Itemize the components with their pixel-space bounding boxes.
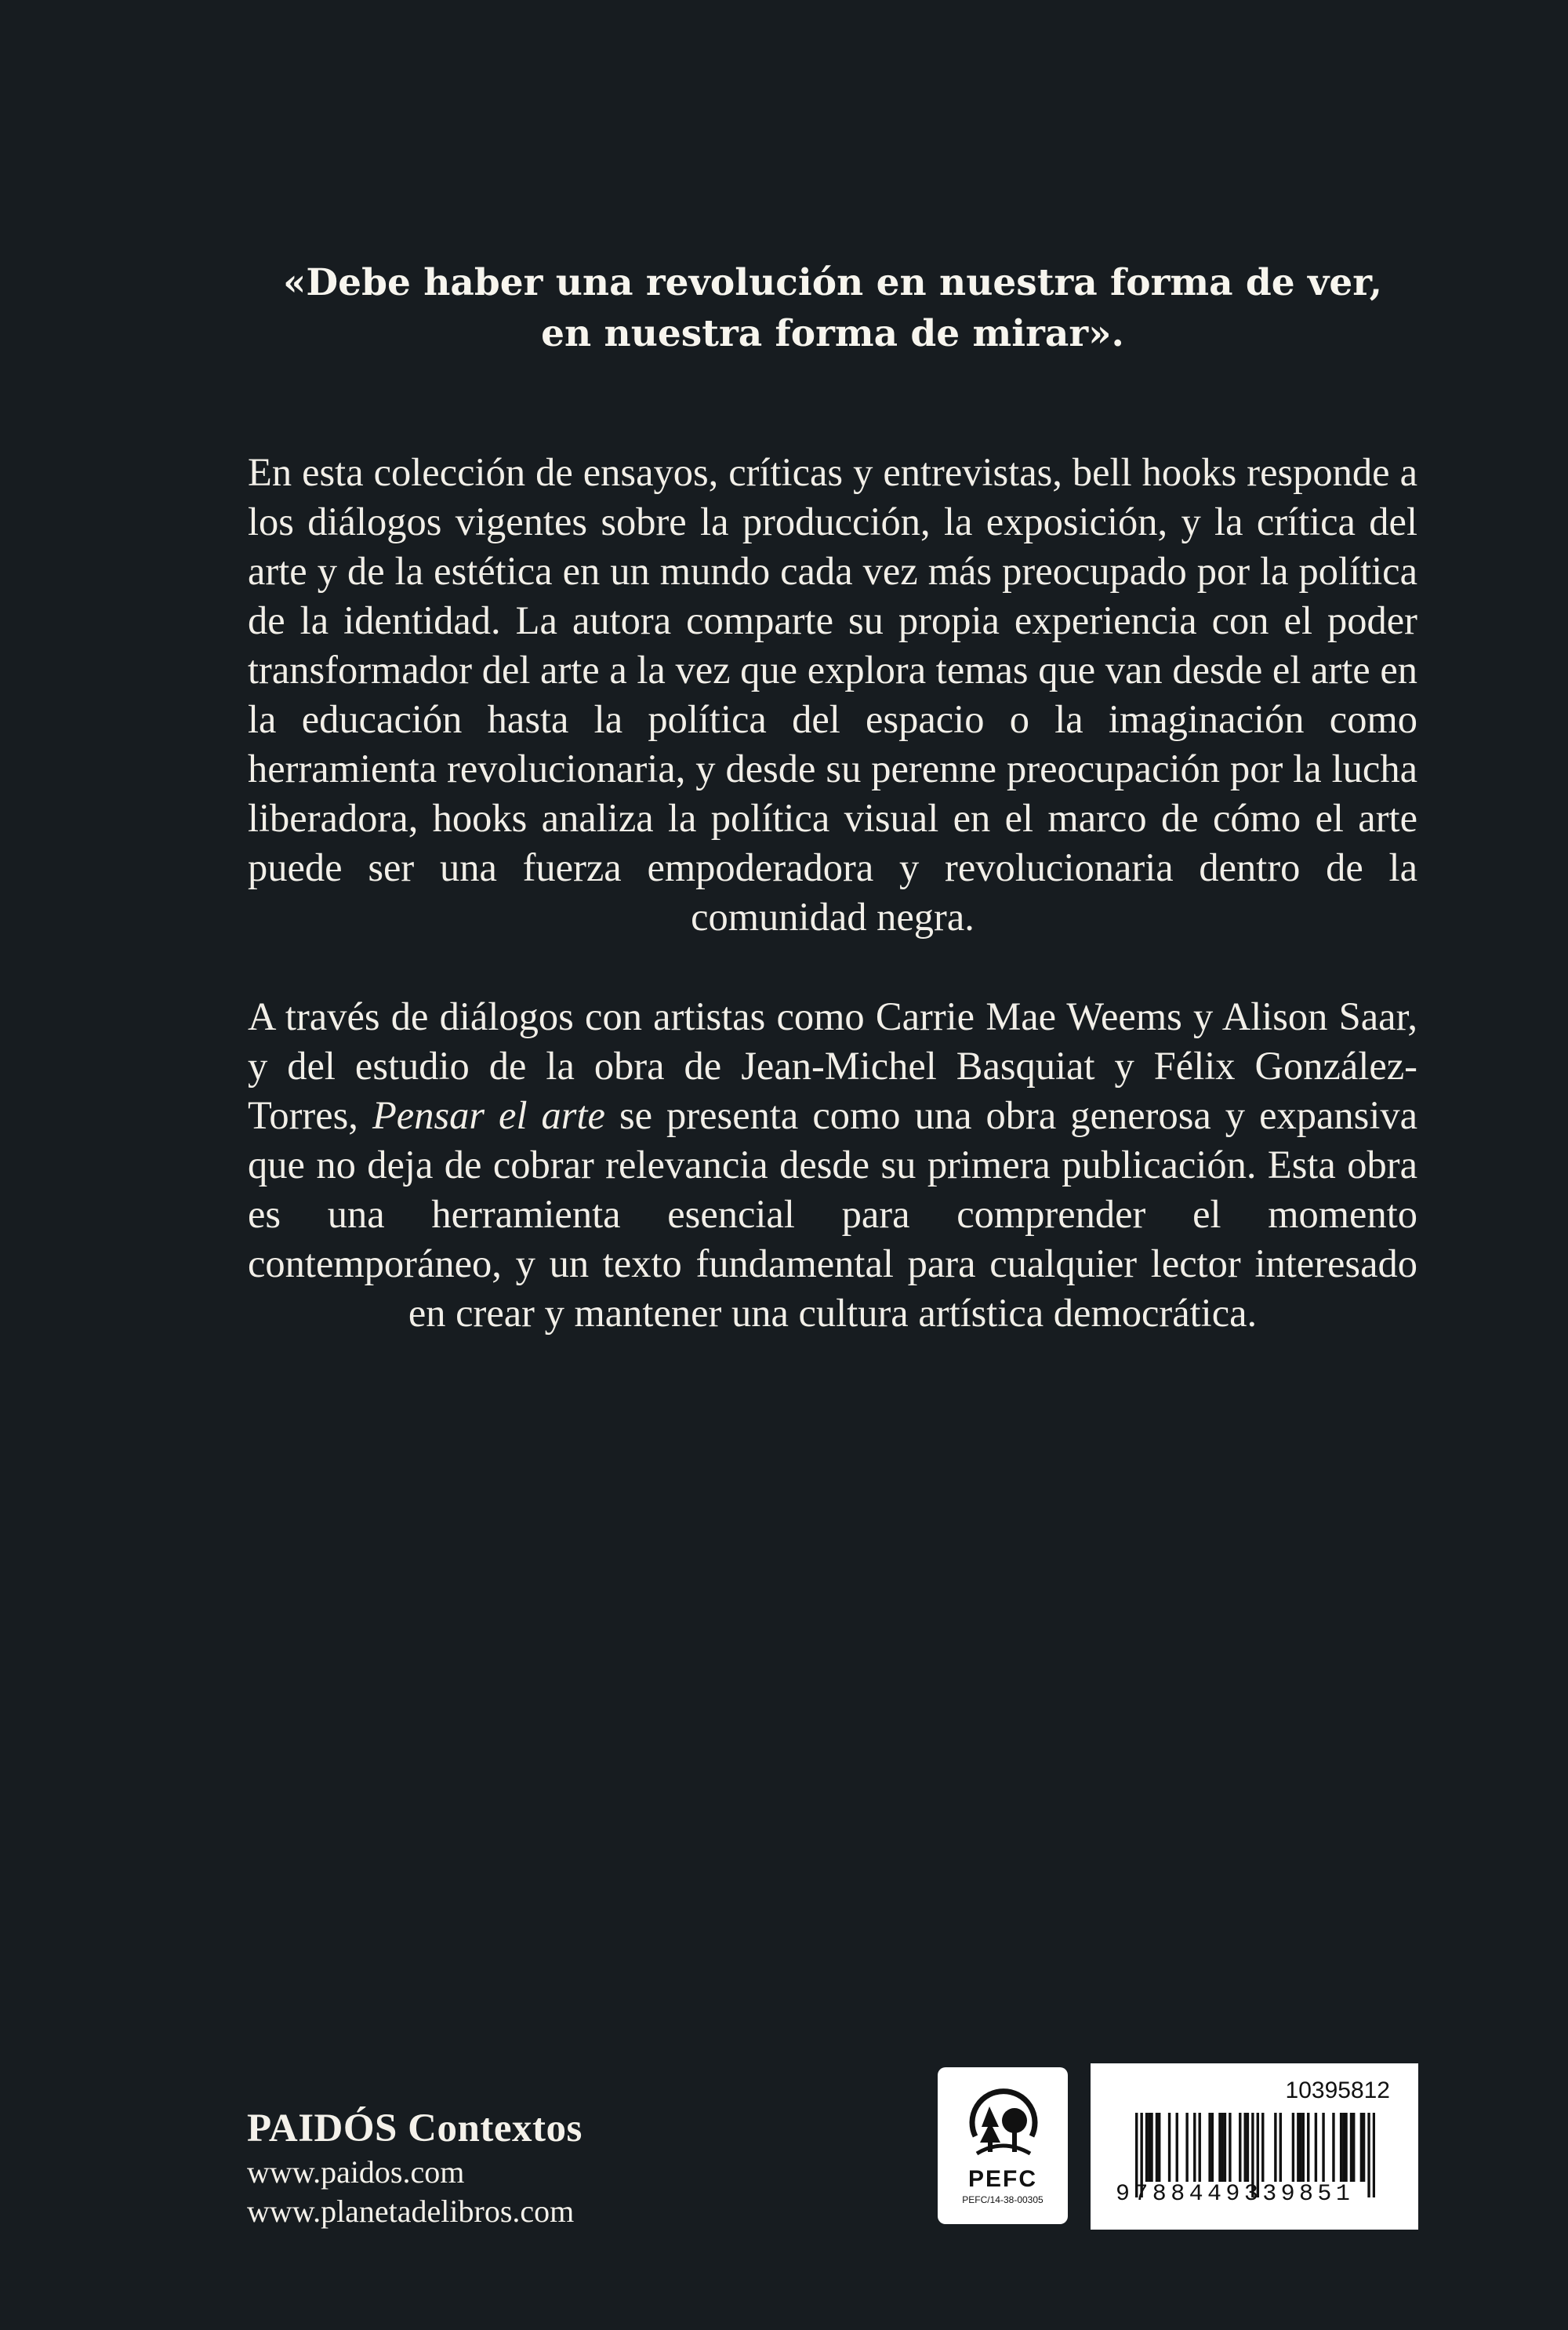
barcode-bar (1299, 2113, 1301, 2182)
paragraph-2-rest: se presenta como una obra generosa y expansiva que no deja de cobrar relevancia desde su primera publicación. Esta obra es una herramienta esencial para comprender el momento contemporáneo, y un texto fundamental para cualquier lector interesado en crear y mantener una cultura artística democrática. (248, 1092, 1418, 1335)
barcode-bar (1247, 2113, 1249, 2182)
barcode-bar (1307, 2113, 1309, 2182)
barcode-bar (1352, 2113, 1355, 2182)
barcode-bar (1193, 2113, 1196, 2182)
pefc-tree-logo-icon (960, 2081, 1046, 2166)
barcode-bar (1274, 2113, 1276, 2182)
pefc-code: PEFC/14-38-00305 (962, 2194, 1044, 2205)
barcode-bar (1218, 2113, 1221, 2182)
isbn-digits: 9788449339851 (1116, 2181, 1355, 2208)
publisher-url-planeta[interactable]: www.planetadelibros.com (247, 2194, 575, 2229)
barcode-bar (1244, 2113, 1247, 2182)
barcode-bar (1350, 2113, 1352, 2182)
barcode-bar (1345, 2113, 1347, 2182)
barcode-bar (1302, 2113, 1305, 2182)
barcode-bar (1360, 2113, 1363, 2182)
barcode-bar (1176, 2113, 1178, 2182)
barcode-bar (1148, 2113, 1150, 2182)
barcode-bar (1363, 2113, 1365, 2182)
barcode-bar (1150, 2113, 1152, 2182)
barcode-bar (1145, 2113, 1148, 2182)
barcode-bar (1168, 2113, 1171, 2182)
publisher-url-paidos[interactable]: www.paidos.com (247, 2154, 465, 2190)
barcode-bar (1224, 2113, 1226, 2182)
barcode-box (1091, 2063, 1418, 2230)
barcode-bar (1292, 2113, 1294, 2182)
quote-line-2: en nuestra forma de mirar». (541, 312, 1124, 355)
barcode-bar (1239, 2113, 1241, 2182)
barcode-bar (1229, 2113, 1231, 2182)
pefc-certification-badge (938, 2067, 1068, 2224)
barcode-bar (1340, 2113, 1342, 2182)
quote-line-1: «Debe haber una revolución en nuestra forma de ver, (283, 261, 1382, 304)
synopsis-paragraph-2 (248, 992, 1417, 1338)
back-cover-quote (248, 257, 1417, 359)
barcode-bar (1297, 2113, 1299, 2182)
barcode-bar (1156, 2113, 1158, 2182)
barcode-bar (1211, 2113, 1214, 2182)
barcode-bar (1279, 2113, 1282, 2182)
publisher-block (247, 2104, 583, 2231)
synopsis-paragraph-1: En esta colección de ensayos, críticas y entrevistas, bell hooks responde a los diálogos vigentes sobre la producción, la exposición, y la crítica del arte y de la estética en un mundo cada vez más preocupado por la política de la identidad. La autora comparte su propia experiencia con el poder transformador del arte a la vez que explora temas que van desde el arte en la educación hasta la política del espacio o la imaginación como herramienta revolucionaria, y desde su perenne preocupación por la lucha liberadora, hooks analiza la política visual en el marco de cómo el arte puede ser una fuerza empoderadora y revolucionaria dentro de la comunidad negra. (248, 449, 1417, 939)
barcode-bar (1315, 2113, 1317, 2182)
book-title: Pensar el arte (372, 1092, 605, 1137)
paragraph-2-intro: A través de diálogos con artistas como Carrie Mae Weems y Alison Saar, y del estudio de la obra de Jean-Michel Basquiat y Félix González-Torres, (248, 994, 1417, 1137)
barcode-bar (1185, 2113, 1188, 2182)
barcode-bar (1221, 2113, 1224, 2182)
barcode-bar (1322, 2113, 1324, 2182)
barcode-bar (1332, 2113, 1334, 2182)
barcode-bar (1208, 2113, 1210, 2182)
barcode-bar (1158, 2113, 1160, 2182)
publisher-brand: PAIDÓS Contextos (247, 2106, 583, 2150)
barcode-bar (1261, 2113, 1264, 2182)
barcode-bar (1199, 2113, 1201, 2182)
pefc-label: PEFC (967, 2166, 1037, 2192)
barcode-bar (1342, 2113, 1345, 2182)
internal-code-number: 10395812 (1285, 2077, 1390, 2103)
